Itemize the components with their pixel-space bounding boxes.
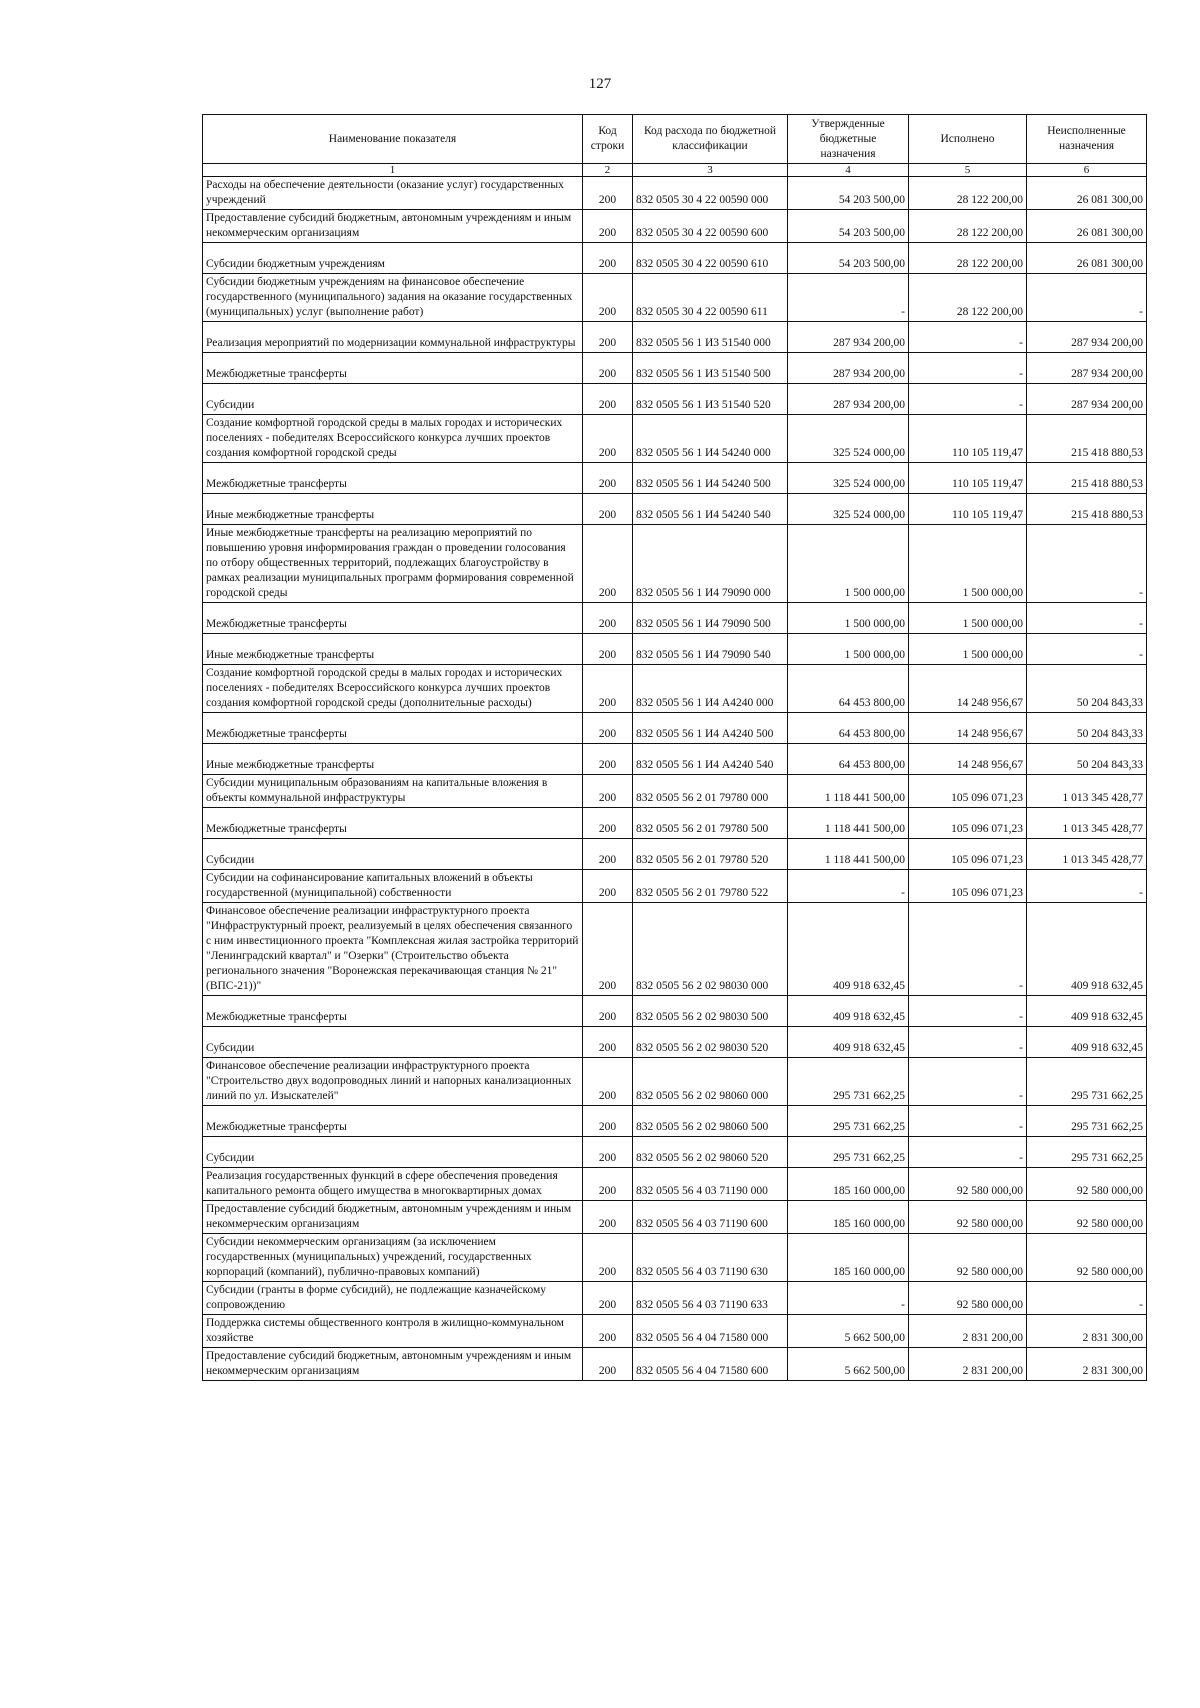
indicator-name-cell: Реализация мероприятий по модернизации коммунальной инфраструктуры — [203, 322, 583, 353]
approved-amount-cell: 185 160 000,00 — [788, 1168, 909, 1201]
budget-code-cell: 832 0505 56 2 02 98030 520 — [633, 1027, 788, 1058]
table-row — [203, 634, 1147, 665]
approved-amount-cell: 409 918 632,45 — [788, 996, 909, 1027]
executed-amount-cell: 92 580 000,00 — [909, 1168, 1027, 1201]
unexecuted-amount-cell: 295 731 662,25 — [1027, 1137, 1147, 1168]
budget-code-cell: 832 0505 56 4 03 71190 000 — [633, 1168, 788, 1201]
unexecuted-amount-cell: 1 013 345 428,77 — [1027, 808, 1147, 839]
header-budget-code: Код расхода по бюджетной классификации — [633, 115, 788, 164]
line-code-cell: 200 — [583, 1348, 633, 1381]
approved-amount-cell: 1 118 441 500,00 — [788, 839, 909, 870]
budget-code-cell: 832 0505 56 2 01 79780 522 — [633, 870, 788, 903]
line-code-cell: 200 — [583, 1282, 633, 1315]
executed-amount-cell: 14 248 956,67 — [909, 713, 1027, 744]
unexecuted-amount-cell: 295 731 662,25 — [1027, 1106, 1147, 1137]
page-number: 127 — [588, 76, 612, 92]
table-row — [203, 177, 1147, 210]
budget-code-cell: 832 0505 30 4 22 00590 610 — [633, 243, 788, 274]
executed-amount-cell: 14 248 956,67 — [909, 744, 1027, 775]
table-row — [203, 808, 1147, 839]
table-row — [203, 713, 1147, 744]
line-code-cell: 200 — [583, 322, 633, 353]
unexecuted-amount-cell: 26 081 300,00 — [1027, 177, 1147, 210]
column-number: 4 — [788, 164, 909, 177]
indicator-name-cell: Межбюджетные трансферты — [203, 808, 583, 839]
line-code-cell: 200 — [583, 1315, 633, 1348]
table-row — [203, 1234, 1147, 1282]
executed-amount-cell: 1 500 000,00 — [909, 603, 1027, 634]
approved-amount-cell: - — [788, 1282, 909, 1315]
unexecuted-amount-cell: 50 204 843,33 — [1027, 713, 1147, 744]
indicator-name-cell: Субсидии — [203, 1137, 583, 1168]
indicator-name-cell: Финансовое обеспечение реализации инфраструктурного проекта "Строительство двух водопроводных линий и напорных канализационных линий по ул. Изыскателей" — [203, 1058, 583, 1106]
line-code-cell: 200 — [583, 243, 633, 274]
indicator-name-cell: Поддержка системы общественного контроля в жилищно-коммунальном хозяйстве — [203, 1315, 583, 1348]
indicator-name-cell: Иные межбюджетные трансферты — [203, 494, 583, 525]
approved-amount-cell: - — [788, 274, 909, 322]
indicator-name-cell: Межбюджетные трансферты — [203, 996, 583, 1027]
budget-code-cell: 832 0505 56 1 И3 51540 520 — [633, 384, 788, 415]
unexecuted-amount-cell: 409 918 632,45 — [1027, 903, 1147, 996]
line-code-cell: 200 — [583, 603, 633, 634]
executed-amount-cell: 110 105 119,47 — [909, 463, 1027, 494]
table-row — [203, 210, 1147, 243]
table-row — [203, 665, 1147, 713]
approved-amount-cell: 409 918 632,45 — [788, 1027, 909, 1058]
approved-amount-cell: 1 118 441 500,00 — [788, 775, 909, 808]
indicator-name-cell: Межбюджетные трансферты — [203, 1106, 583, 1137]
budget-code-cell: 832 0505 56 1 И4 54240 500 — [633, 463, 788, 494]
indicator-name-cell: Предоставление субсидий бюджетным, автономным учреждениям и иным некоммерческим организациям — [203, 1348, 583, 1381]
column-number: 1 — [203, 164, 583, 177]
column-number-row — [203, 164, 1147, 177]
line-code-cell: 200 — [583, 744, 633, 775]
budget-code-cell: 832 0505 30 4 22 00590 611 — [633, 274, 788, 322]
budget-code-cell: 832 0505 56 1 И4 79090 540 — [633, 634, 788, 665]
unexecuted-amount-cell: 409 918 632,45 — [1027, 1027, 1147, 1058]
indicator-name-cell: Субсидии некоммерческим организациям (за исключением государственных (муниципальных) учреждений, государственных корпораций (компаний), публично-правовых компаний) — [203, 1234, 583, 1282]
approved-amount-cell: 409 918 632,45 — [788, 903, 909, 996]
line-code-cell: 200 — [583, 839, 633, 870]
unexecuted-amount-cell: 409 918 632,45 — [1027, 996, 1147, 1027]
indicator-name-cell: Создание комфортной городской среды в малых городах и исторических поселениях - победителях Всероссийского конкурса лучших проектов создания комфортной городской среды — [203, 415, 583, 463]
line-code-cell: 200 — [583, 494, 633, 525]
table-row — [203, 839, 1147, 870]
line-code-cell: 200 — [583, 808, 633, 839]
line-code-cell: 200 — [583, 384, 633, 415]
indicator-name-cell: Межбюджетные трансферты — [203, 603, 583, 634]
unexecuted-amount-cell: 26 081 300,00 — [1027, 210, 1147, 243]
budget-code-cell: 832 0505 56 1 И4 79090 500 — [633, 603, 788, 634]
unexecuted-amount-cell: 2 831 300,00 — [1027, 1348, 1147, 1381]
line-code-cell: 200 — [583, 870, 633, 903]
line-code-cell: 200 — [583, 274, 633, 322]
approved-amount-cell: 5 662 500,00 — [788, 1348, 909, 1381]
column-number: 2 — [583, 164, 633, 177]
line-code-cell: 200 — [583, 1168, 633, 1201]
approved-amount-cell: 1 118 441 500,00 — [788, 808, 909, 839]
header-line-code: Код строки — [583, 115, 633, 164]
line-code-cell: 200 — [583, 463, 633, 494]
table-row — [203, 1201, 1147, 1234]
approved-amount-cell: - — [788, 870, 909, 903]
unexecuted-amount-cell: 50 204 843,33 — [1027, 744, 1147, 775]
column-number: 6 — [1027, 164, 1147, 177]
indicator-name-cell: Иные межбюджетные трансферты на реализацию мероприятий по повышению уровня информирования граждан о проведении голосования по отбору общественных территорий, подлежащих благоустройству в рамках реализации муниципальных программ формирования современной городской среды — [203, 525, 583, 603]
approved-amount-cell: 287 934 200,00 — [788, 384, 909, 415]
executed-amount-cell: 92 580 000,00 — [909, 1282, 1027, 1315]
budget-code-cell: 832 0505 56 1 И4 54240 000 — [633, 415, 788, 463]
indicator-name-cell: Финансовое обеспечение реализации инфраструктурного проекта "Инфраструктурный проект, реализуемый в целях обеспечения связанного с ним инвестиционного проекта "Комплексная жилая застройка территорий "Ленинградский квартал" и "Озерки" (Строительство объекта регионального значения "Воронежская перекачивающая станция № 21" (ВПС-21))" — [203, 903, 583, 996]
unexecuted-amount-cell: 92 580 000,00 — [1027, 1168, 1147, 1201]
indicator-name-cell: Субсидии — [203, 839, 583, 870]
executed-amount-cell: 14 248 956,67 — [909, 665, 1027, 713]
line-code-cell: 200 — [583, 634, 633, 665]
budget-code-cell: 832 0505 56 1 И4 А4240 000 — [633, 665, 788, 713]
unexecuted-amount-cell: 295 731 662,25 — [1027, 1058, 1147, 1106]
indicator-name-cell: Межбюджетные трансферты — [203, 463, 583, 494]
approved-amount-cell: 287 934 200,00 — [788, 353, 909, 384]
line-code-cell: 200 — [583, 713, 633, 744]
line-code-cell: 200 — [583, 415, 633, 463]
unexecuted-amount-cell: - — [1027, 603, 1147, 634]
line-code-cell: 200 — [583, 775, 633, 808]
budget-code-cell: 832 0505 56 4 03 71190 633 — [633, 1282, 788, 1315]
table-row — [203, 1282, 1147, 1315]
budget-code-cell: 832 0505 56 4 04 71580 600 — [633, 1348, 788, 1381]
executed-amount-cell: - — [909, 384, 1027, 415]
table-row — [203, 322, 1147, 353]
table-row — [203, 384, 1147, 415]
executed-amount-cell: - — [909, 322, 1027, 353]
table-row — [203, 463, 1147, 494]
column-number: 5 — [909, 164, 1027, 177]
budget-code-cell: 832 0505 56 1 И4 79090 000 — [633, 525, 788, 603]
indicator-name-cell: Создание комфортной городской среды в малых городах и исторических поселениях - победителях Всероссийского конкурса лучших проектов создания комфортной городской среды (дополнительные расходы) — [203, 665, 583, 713]
unexecuted-amount-cell: 287 934 200,00 — [1027, 353, 1147, 384]
indicator-name-cell: Предоставление субсидий бюджетным, автономным учреждениям и иным некоммерческим организациям — [203, 1201, 583, 1234]
approved-amount-cell: 295 731 662,25 — [788, 1137, 909, 1168]
unexecuted-amount-cell: - — [1027, 870, 1147, 903]
executed-amount-cell: 105 096 071,23 — [909, 808, 1027, 839]
budget-code-cell: 832 0505 56 1 И3 51540 000 — [633, 322, 788, 353]
executed-amount-cell: - — [909, 1058, 1027, 1106]
approved-amount-cell: 54 203 500,00 — [788, 243, 909, 274]
budget-code-cell: 832 0505 56 1 И3 51540 500 — [633, 353, 788, 384]
table-row — [203, 415, 1147, 463]
header-row — [203, 115, 1147, 164]
budget-code-cell: 832 0505 56 1 И4 54240 540 — [633, 494, 788, 525]
budget-code-cell: 832 0505 30 4 22 00590 600 — [633, 210, 788, 243]
indicator-name-cell: Межбюджетные трансферты — [203, 353, 583, 384]
indicator-name-cell: Субсидии на софинансирование капитальных вложений в объекты государственной (муниципальной) собственности — [203, 870, 583, 903]
budget-code-cell: 832 0505 56 2 02 98060 520 — [633, 1137, 788, 1168]
column-number: 3 — [633, 164, 788, 177]
indicator-name-cell: Предоставление субсидий бюджетным, автономным учреждениям и иным некоммерческим организациям — [203, 210, 583, 243]
budget-code-cell: 832 0505 56 2 01 79780 000 — [633, 775, 788, 808]
header-unexecuted: Неисполненные назначения — [1027, 115, 1147, 164]
approved-amount-cell: 5 662 500,00 — [788, 1315, 909, 1348]
budget-code-cell: 832 0505 56 2 01 79780 520 — [633, 839, 788, 870]
budget-code-cell: 832 0505 56 4 04 71580 000 — [633, 1315, 788, 1348]
executed-amount-cell: 28 122 200,00 — [909, 243, 1027, 274]
table-row — [203, 274, 1147, 322]
budget-code-cell: 832 0505 56 1 И4 А4240 540 — [633, 744, 788, 775]
indicator-name-cell: Субсидии муниципальным образованиям на капитальные вложения в объекты коммунальной инфраструктуры — [203, 775, 583, 808]
budget-code-cell: 832 0505 56 2 02 98060 500 — [633, 1106, 788, 1137]
indicator-name-cell: Расходы на обеспечение деятельности (оказание услуг) государственных учреждений — [203, 177, 583, 210]
executed-amount-cell: 2 831 200,00 — [909, 1348, 1027, 1381]
table-row — [203, 1137, 1147, 1168]
expense-report-table — [202, 114, 1147, 1381]
approved-amount-cell: 54 203 500,00 — [788, 210, 909, 243]
unexecuted-amount-cell: 215 418 880,53 — [1027, 463, 1147, 494]
indicator-name-cell: Субсидии (гранты в форме субсидий), не подлежащие казначейскому сопровождению — [203, 1282, 583, 1315]
indicator-name-cell: Иные межбюджетные трансферты — [203, 634, 583, 665]
executed-amount-cell: 105 096 071,23 — [909, 870, 1027, 903]
executed-amount-cell: - — [909, 1027, 1027, 1058]
table-row — [203, 870, 1147, 903]
budget-code-cell: 832 0505 56 2 01 79780 500 — [633, 808, 788, 839]
executed-amount-cell: 105 096 071,23 — [909, 839, 1027, 870]
approved-amount-cell: 325 524 000,00 — [788, 463, 909, 494]
indicator-name-cell: Субсидии — [203, 1027, 583, 1058]
approved-amount-cell: 1 500 000,00 — [788, 634, 909, 665]
line-code-cell: 200 — [583, 210, 633, 243]
approved-amount-cell: 54 203 500,00 — [788, 177, 909, 210]
table-row — [203, 1058, 1147, 1106]
unexecuted-amount-cell: 215 418 880,53 — [1027, 415, 1147, 463]
unexecuted-amount-cell: 215 418 880,53 — [1027, 494, 1147, 525]
executed-amount-cell: 92 580 000,00 — [909, 1201, 1027, 1234]
table-row — [203, 525, 1147, 603]
table-row — [203, 775, 1147, 808]
executed-amount-cell: 92 580 000,00 — [909, 1234, 1027, 1282]
budget-code-cell: 832 0505 30 4 22 00590 000 — [633, 177, 788, 210]
budget-code-cell: 832 0505 56 2 02 98030 000 — [633, 903, 788, 996]
executed-amount-cell: - — [909, 1137, 1027, 1168]
executed-amount-cell: 28 122 200,00 — [909, 210, 1027, 243]
line-code-cell: 200 — [583, 996, 633, 1027]
approved-amount-cell: 325 524 000,00 — [788, 415, 909, 463]
line-code-cell: 200 — [583, 1137, 633, 1168]
executed-amount-cell: 28 122 200,00 — [909, 177, 1027, 210]
approved-amount-cell: 64 453 800,00 — [788, 665, 909, 713]
executed-amount-cell: 2 831 200,00 — [909, 1315, 1027, 1348]
executed-amount-cell: - — [909, 996, 1027, 1027]
line-code-cell: 200 — [583, 665, 633, 713]
executed-amount-cell: - — [909, 903, 1027, 996]
unexecuted-amount-cell: 2 831 300,00 — [1027, 1315, 1147, 1348]
unexecuted-amount-cell: 92 580 000,00 — [1027, 1234, 1147, 1282]
line-code-cell: 200 — [583, 177, 633, 210]
table-row — [203, 1168, 1147, 1201]
line-code-cell: 200 — [583, 1058, 633, 1106]
indicator-name-cell: Субсидии — [203, 384, 583, 415]
line-code-cell: 200 — [583, 903, 633, 996]
table-row — [203, 1027, 1147, 1058]
header-indicator-name: Наименование показателя — [203, 115, 583, 164]
table-row — [203, 243, 1147, 274]
executed-amount-cell: 1 500 000,00 — [909, 634, 1027, 665]
line-code-cell: 200 — [583, 1201, 633, 1234]
unexecuted-amount-cell: - — [1027, 1282, 1147, 1315]
unexecuted-amount-cell: - — [1027, 274, 1147, 322]
approved-amount-cell: 295 731 662,25 — [788, 1106, 909, 1137]
budget-code-cell: 832 0505 56 4 03 71190 600 — [633, 1201, 788, 1234]
unexecuted-amount-cell: 1 013 345 428,77 — [1027, 775, 1147, 808]
budget-code-cell: 832 0505 56 2 02 98060 000 — [633, 1058, 788, 1106]
approved-amount-cell: 1 500 000,00 — [788, 603, 909, 634]
unexecuted-amount-cell: 50 204 843,33 — [1027, 665, 1147, 713]
table-row — [203, 903, 1147, 996]
budget-code-cell: 832 0505 56 2 02 98030 500 — [633, 996, 788, 1027]
table-row — [203, 494, 1147, 525]
table-row — [203, 353, 1147, 384]
unexecuted-amount-cell: - — [1027, 634, 1147, 665]
header-approved: Утвержденные бюджетные назначения — [788, 115, 909, 164]
indicator-name-cell: Субсидии бюджетным учреждениям на финансовое обеспечение государственного (муниципального) задания на оказание государственных (муниципальных) услуг (выполнение работ) — [203, 274, 583, 322]
approved-amount-cell: 64 453 800,00 — [788, 744, 909, 775]
line-code-cell: 200 — [583, 1027, 633, 1058]
approved-amount-cell: 1 500 000,00 — [788, 525, 909, 603]
executed-amount-cell: 1 500 000,00 — [909, 525, 1027, 603]
approved-amount-cell: 185 160 000,00 — [788, 1234, 909, 1282]
executed-amount-cell: 105 096 071,23 — [909, 775, 1027, 808]
executed-amount-cell: 110 105 119,47 — [909, 494, 1027, 525]
budget-code-cell: 832 0505 56 4 03 71190 630 — [633, 1234, 788, 1282]
executed-amount-cell: - — [909, 353, 1027, 384]
unexecuted-amount-cell: 1 013 345 428,77 — [1027, 839, 1147, 870]
approved-amount-cell: 295 731 662,25 — [788, 1058, 909, 1106]
executed-amount-cell: 28 122 200,00 — [909, 274, 1027, 322]
indicator-name-cell: Реализация государственных функций в сфере обеспечения проведения капитального ремонта общего имущества в многоквартирных домах — [203, 1168, 583, 1201]
indicator-name-cell: Межбюджетные трансферты — [203, 713, 583, 744]
unexecuted-amount-cell: 287 934 200,00 — [1027, 322, 1147, 353]
executed-amount-cell: 110 105 119,47 — [909, 415, 1027, 463]
table-row — [203, 996, 1147, 1027]
table-row — [203, 744, 1147, 775]
table-row — [203, 1106, 1147, 1137]
unexecuted-amount-cell: 92 580 000,00 — [1027, 1201, 1147, 1234]
table-row — [203, 603, 1147, 634]
indicator-name-cell: Иные межбюджетные трансферты — [203, 744, 583, 775]
table-row — [203, 1348, 1147, 1381]
unexecuted-amount-cell: 287 934 200,00 — [1027, 384, 1147, 415]
executed-amount-cell: - — [909, 1106, 1027, 1137]
approved-amount-cell: 64 453 800,00 — [788, 713, 909, 744]
table-row — [203, 1315, 1147, 1348]
approved-amount-cell: 287 934 200,00 — [788, 322, 909, 353]
approved-amount-cell: 325 524 000,00 — [788, 494, 909, 525]
line-code-cell: 200 — [583, 525, 633, 603]
budget-code-cell: 832 0505 56 1 И4 А4240 500 — [633, 713, 788, 744]
line-code-cell: 200 — [583, 1106, 633, 1137]
table-body — [203, 177, 1147, 1381]
line-code-cell: 200 — [583, 1234, 633, 1282]
indicator-name-cell: Субсидии бюджетным учреждениям — [203, 243, 583, 274]
unexecuted-amount-cell: - — [1027, 525, 1147, 603]
header-executed: Исполнено — [909, 115, 1027, 164]
approved-amount-cell: 185 160 000,00 — [788, 1201, 909, 1234]
line-code-cell: 200 — [583, 353, 633, 384]
unexecuted-amount-cell: 26 081 300,00 — [1027, 243, 1147, 274]
